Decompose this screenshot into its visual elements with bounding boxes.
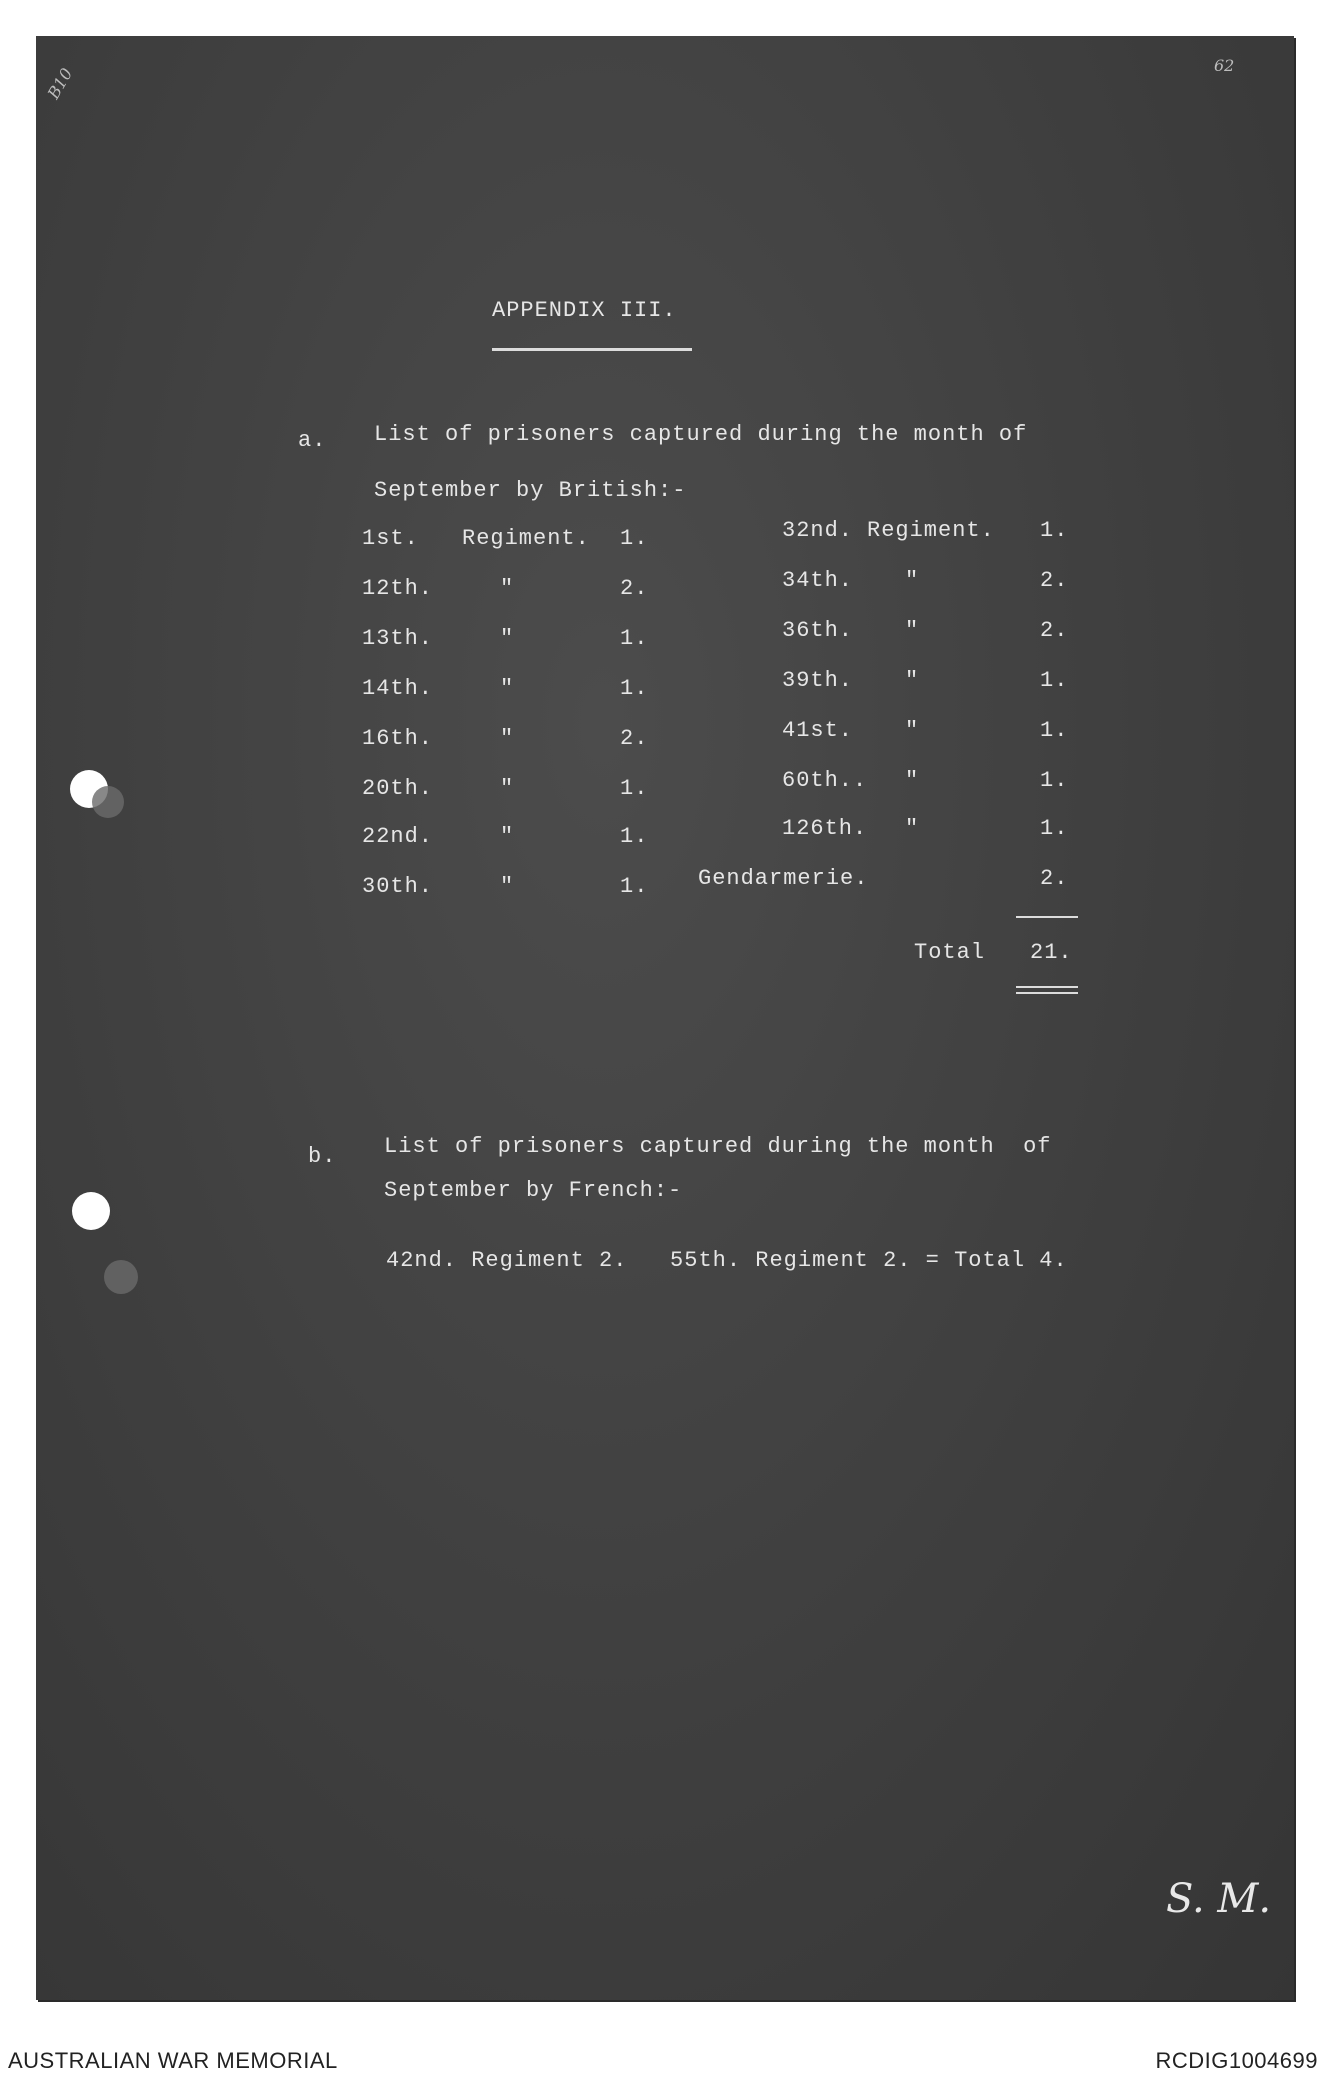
prisoner-row-unit: 30th.: [362, 874, 434, 899]
prisoner-row-count: 1.: [620, 676, 649, 701]
prisoner-row-ditto: Regiment.: [867, 518, 995, 543]
prisoner-row-unit: Gendarmerie.: [698, 866, 869, 891]
footer-right: RCDIG1004699: [1155, 2048, 1318, 2073]
total-label: Total: [914, 940, 986, 965]
page-title: APPENDIX III.: [492, 298, 677, 323]
prisoner-row-count: 1.: [620, 824, 649, 849]
prisoner-row-count: 1.: [620, 526, 649, 551]
total-double-rule-2: [1016, 992, 1078, 994]
prisoner-row-ditto: Regiment.: [462, 526, 590, 551]
section-a-line2: September by British:-: [374, 478, 687, 503]
footer-left: AUSTRALIAN WAR MEMORIAL: [8, 2048, 338, 2073]
total-value: 21.: [1030, 940, 1073, 965]
prisoner-row-unit: 60th..: [782, 768, 868, 793]
section-b-line2: September by French:-: [384, 1178, 683, 1203]
prisoner-row-count: 1.: [620, 776, 649, 801]
prisoner-row-unit: 126th.: [782, 816, 868, 841]
section-a-letter: a.: [298, 428, 327, 453]
prisoner-row-ditto: ": [500, 874, 515, 899]
prisoner-row-unit: 12th.: [362, 576, 434, 601]
prisoner-row-count: 1.: [1040, 816, 1069, 841]
prisoner-row-ditto: ": [905, 618, 920, 643]
punch-hole-shadow-top: [92, 786, 124, 818]
prisoner-row-ditto: ": [905, 816, 920, 841]
prisoner-row-ditto: ": [500, 676, 515, 701]
prisoner-row-count: 1.: [620, 874, 649, 899]
prisoner-row-count: 1.: [1040, 768, 1069, 793]
section-b-letter: b.: [308, 1144, 337, 1169]
prisoner-row-unit: 20th.: [362, 776, 434, 801]
prisoner-row-count: 1.: [620, 626, 649, 651]
prisoner-row-unit: 1st.: [362, 526, 419, 551]
prisoner-row-count: 2.: [620, 576, 649, 601]
prisoner-row-count: 1.: [1040, 668, 1069, 693]
prisoner-row-count: 2.: [1040, 568, 1069, 593]
section-b-line1: List of prisoners captured during the month of: [384, 1134, 1052, 1159]
title-underline: [492, 348, 692, 351]
prisoner-row-ditto: ": [500, 824, 515, 849]
prisoner-row-unit: 14th.: [362, 676, 434, 701]
prisoner-row-ditto: ": [905, 568, 920, 593]
prisoner-row-count: 1.: [1040, 518, 1069, 543]
prisoner-row-unit: 13th.: [362, 626, 434, 651]
signature: S. M.: [1166, 1876, 1272, 1922]
punch-hole-middle: [72, 1192, 110, 1230]
prisoner-row-ditto: ": [500, 576, 515, 601]
section-a-line1: List of prisoners captured during the month of: [374, 422, 1028, 447]
section-b-line3: 42nd. Regiment 2. 55th. Regiment 2. = Total 4.: [386, 1248, 1068, 1273]
prisoner-row-unit: 16th.: [362, 726, 434, 751]
prisoner-row-unit: 34th.: [782, 568, 854, 593]
prisoner-row-unit: 39th.: [782, 668, 854, 693]
prisoner-row-ditto: ": [500, 776, 515, 801]
prisoner-row-unit: 32nd.: [782, 518, 854, 543]
document-sheet: [36, 36, 1294, 2000]
sum-rule: [1016, 916, 1078, 918]
prisoner-row-unit: 41st.: [782, 718, 854, 743]
prisoner-row-count: 2.: [1040, 618, 1069, 643]
prisoner-row-count: 2.: [1040, 866, 1069, 891]
prisoner-row-count: 2.: [620, 726, 649, 751]
archive-mark-left: B10: [43, 64, 77, 103]
prisoner-row-unit: 22nd.: [362, 824, 434, 849]
prisoner-row-unit: 36th.: [782, 618, 854, 643]
folio-number: 62: [1214, 56, 1235, 75]
prisoner-row-ditto: ": [500, 726, 515, 751]
punch-hole-shadow-bottom: [104, 1260, 138, 1294]
total-double-rule-1: [1016, 986, 1078, 988]
prisoner-row-ditto: ": [905, 718, 920, 743]
prisoner-row-count: 1.: [1040, 718, 1069, 743]
prisoner-row-ditto: ": [905, 668, 920, 693]
prisoner-row-ditto: ": [500, 626, 515, 651]
prisoner-row-ditto: ": [905, 768, 920, 793]
